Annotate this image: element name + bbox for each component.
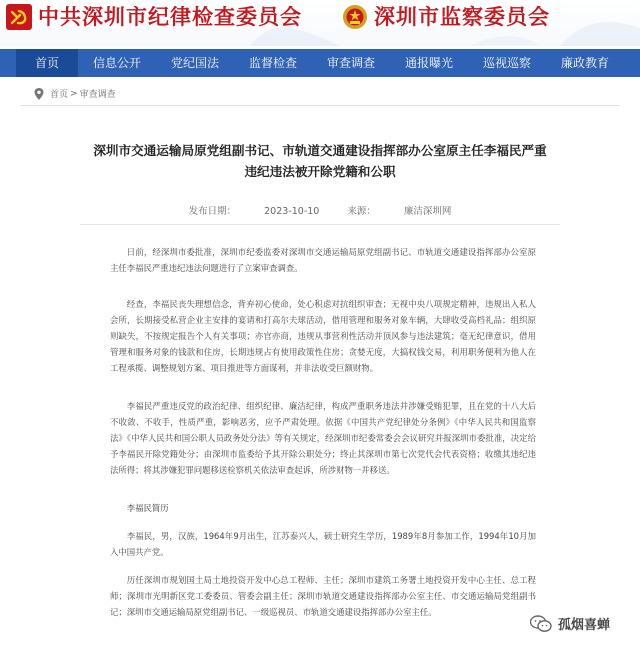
article-paragraph-5: 历任深圳市规划国土局土地投资开发中心总工程师、主任；深圳市建筑工务署土地投资开发中心主任、总工程师；深圳市光明新区党工委委员、管委会副主任；深圳市轨道交通建设指挥部办公室主任、市交通运输局党组副书记；深圳市交通运输局原党组副书记、一级巡视员、市轨道交通建设指挥部办公室主任。 [110,575,536,617]
breadcrumb-current-link[interactable]: 审查调查 [79,90,116,100]
article-source [347,206,451,217]
supervision-commission-title: 深圳市监察委员会 [374,4,550,29]
nav-item-integrity-education[interactable]: 廉政教育 [560,56,609,70]
breadcrumb-home-link[interactable]: 首页 [50,90,69,100]
meta-divider [80,224,560,225]
nav-item-info-disclosure[interactable]: 信息公开 [92,56,141,70]
party-commission-title: 中共深圳市纪律检查委员会 [38,4,302,29]
nav-item-home[interactable]: 首页 [16,49,78,77]
nav-item-supervision[interactable]: 监督检查 [248,56,297,70]
nav-item-exposure[interactable]: 通报曝光 [404,56,453,70]
article-title: 深圳市交通运输局原党组副书记、市轨道交通建设指挥部办公室原主任李福民严重违纪违法被开除党籍和公职 [93,143,547,179]
publish-date-label: 发布日期： [188,206,237,217]
breadcrumb-separator: > [70,88,78,99]
location-pin-icon [34,88,44,100]
wechat-watermark [530,614,610,633]
wechat-icon [530,615,552,633]
party-emblem-icon [6,4,32,30]
nav-item-inspection[interactable]: 巡视巡察 [482,56,531,70]
article-meta [0,203,640,217]
national-emblem-icon [342,4,368,30]
nav-item-investigation[interactable]: 审查调查 [326,56,375,70]
resume-heading: 李福民简历 [126,503,169,513]
supervision-commission-brand[interactable] [342,4,550,30]
publish-date [189,206,320,217]
nav-item-party-discipline[interactable]: 党纪国法 [170,56,219,70]
party-commission-brand[interactable] [6,4,302,30]
watermark-text: 孤烟喜蝉 [558,618,611,633]
source-value: 廉洁深圳网 [403,206,452,217]
article-paragraph-4: 李福民，男，汉族，1964年9月出生，江苏泰兴人，硕士研究生学历，1989年8月参加工作，1994年10月加入中国共产党。 [110,531,536,557]
article-paragraph-2: 经查，李福民丧失理想信念，背弃初心使命，处心积虑对抗组织审查；无视中央八项规定精神，违规出入私人会所，长期接受私营企业主安排的宴请和打高尔夫球活动，借用管理和服务对象车辆，大肆收受高档礼品；组织原则缺失，不按规定报告个人有关事项；亦官亦商，违规从事营利性活动并顶风参与违法建筑；毫无纪律意识，借用管理和服务对象的钱款和住房，长期违规占有使用政策性住房；贪婪无度，大搞权钱交易，利用职务便利为他人在工程承揽、调整规划方案、项目推进等方面谋利，并非法收受巨额财物。 [110,299,536,373]
breadcrumb-divider [20,105,620,106]
main-navigation [0,49,640,77]
publish-date-value: 2023-10-10 [264,206,320,217]
article-paragraph-3: 李福民严重违反党的政治纪律、组织纪律、廉洁纪律，构成严重职务违法并涉嫌受贿犯罪，且在党的十八大后不收敛、不收手，性质严重，影响恶劣，应予严肃处理。依据《中国共产党纪律处分条例》《中华人民共和国监察法》《中华人民共和国公职人员政务处分法》等有关规定，经深圳市纪委常委会会议研究并报深圳市委批准，决定给予李福民开除党籍处分；由深圳市监委给予其开除公职处分；终止其深圳市第七次党代会代表资格；收缴其违纪违法所得；将其涉嫌犯罪问题移送检察机关依法审查起诉，所涉财物一并移送。 [110,401,536,475]
article-paragraph-1: 日前，经深圳市委批准，深圳市纪委监委对深圳市交通运输局原党组副书记、市轨道交通建设指挥部办公室原主任李福民严重违纪违法问题进行了立案审查调查。 [110,247,536,273]
breadcrumb [34,87,116,100]
source-label: 来源： [347,206,376,217]
site-header [0,0,640,46]
